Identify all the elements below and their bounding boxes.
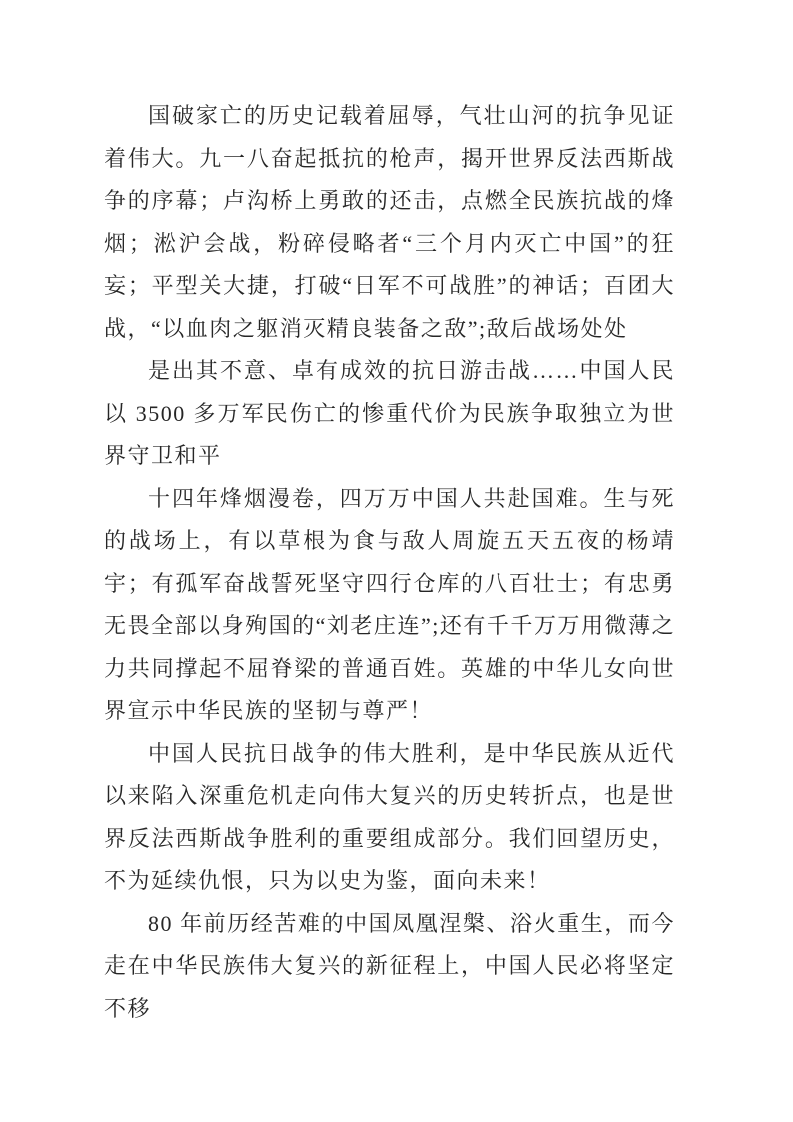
paragraph-eighty-years-rebirth: 80 年前历经苦难的中国凤凰涅槃、浴火重生，而今走在中华民族伟大复兴的新征程上，中国人民必将坚定不移	[104, 910, 675, 1021]
paragraph-national-humiliation: 国破家亡的历史记载着屈辱，气壮山河的抗争见证着伟大。九一八奋起抵抗的枪声，揭开世界反法西斯战争的序幕；卢沟桥上勇敢的还击，点燃全民族抗战的烽烟；淞沪会战，粉碎侵略者“三个月内灭亡中国”的狂妄；平型关大捷，打破“日军不可战胜”的神话；百团大战，“以血肉之躯消灭精良装备之敌”;敌后战场处处	[104, 103, 675, 341]
document-body	[104, 95, 675, 1030]
paragraph-fourteen-years-heroes: 十四年烽烟漫卷，四万万中国人共赴国难。生与死的战场上，有以草根为食与敌人周旋五天五夜的杨靖宇；有孤军奋战誓死坚守四行仓库的八百壮士；有忠勇无畏全部以身殉国的“刘老庄连”;还有千千万万用微薄之力共同撑起不屈脊梁的普通百姓。英雄的中华儿女向世界宣示中华民族的坚韧与尊严！	[104, 485, 675, 723]
paragraph-great-victory: 中国人民抗日战争的伟大胜利，是中华民族从近代以来陷入深重危机走向伟大复兴的历史转折点，也是世界反法西斯战争胜利的重要组成部分。我们回望历史，不为延续仇恨，只为以史为鉴，面向未来！	[104, 740, 675, 893]
paragraph-guerrilla-sacrifice: 是出其不意、卓有成效的抗日游击战……中国人民以 3500 多万军民伤亡的惨重代价为民族争取独立为世界守卫和平	[104, 358, 675, 468]
